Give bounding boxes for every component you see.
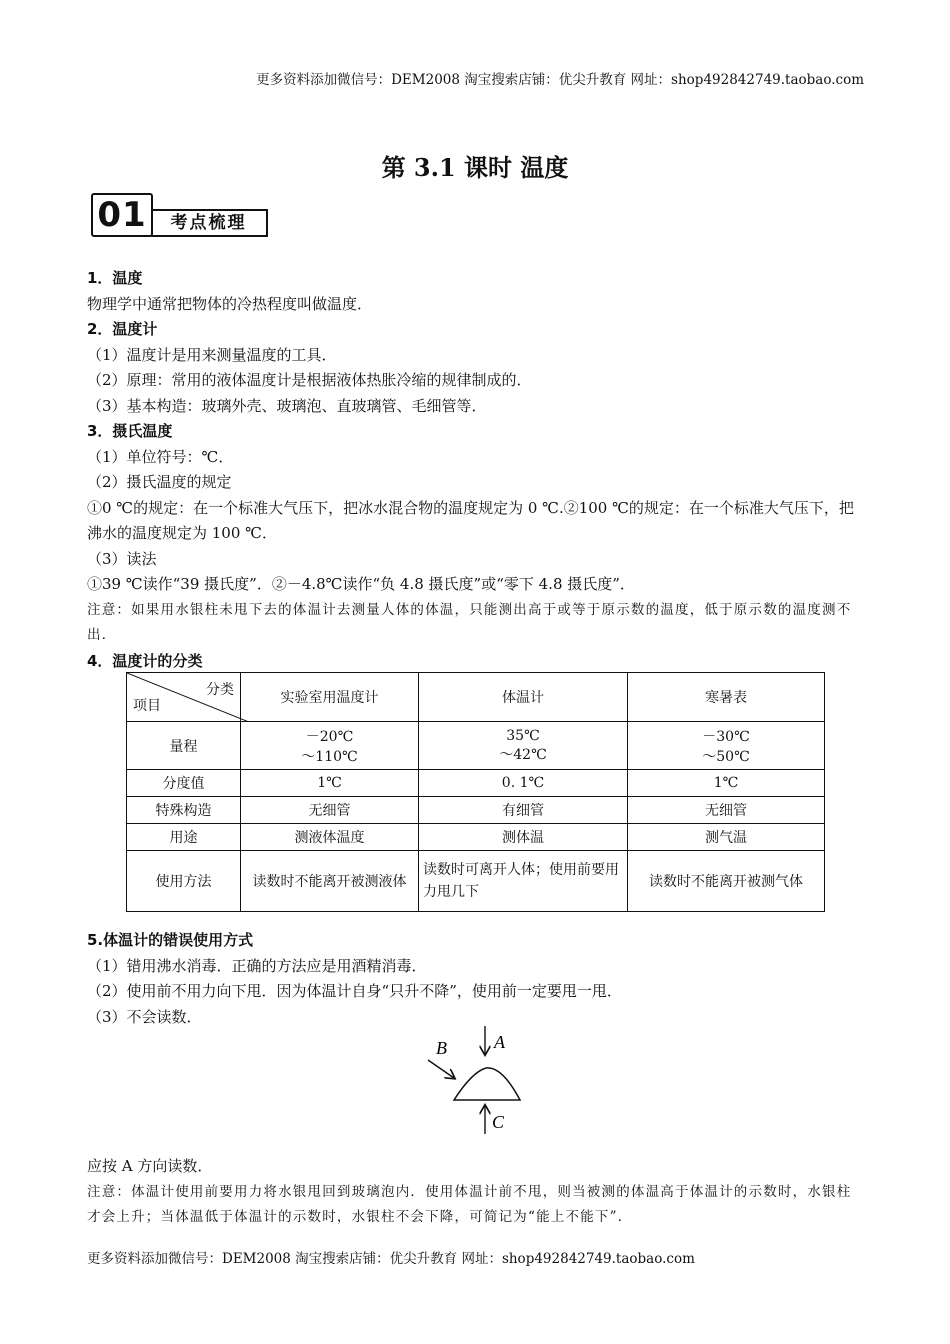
badge-number: 01	[91, 193, 153, 237]
page-footer: 更多资料添加微信号：DEM2008 淘宝搜索店铺：优尖升教育 网址：shop492842749.taobao.com	[87, 1251, 695, 1267]
range-min: －20℃	[305, 728, 354, 745]
column-header: 寒暑表	[628, 673, 825, 722]
s3-read-text: ①39 ℃读作“39 摄氏度”．②－4.8℃读作“负 4.8 摄氏度”或“零下 4.8 摄氏度”．	[87, 575, 635, 593]
s5-note: 注意：体温计使用前要用力将水银甩回到玻璃泡内．使用体温计前不甩，则当被测的体温高于体温计的示数时，水银柱才会上升；当体温低于体温计的示数时，水银柱不会下降，可简记为“能上不能下”．	[87, 1183, 852, 1225]
badge-label: 考点梳理	[151, 209, 268, 237]
section-badge	[91, 193, 271, 237]
range-min: 35℃	[506, 727, 540, 744]
row-label: 分度值	[127, 770, 241, 797]
corner-bottom-label: 项目	[133, 698, 161, 714]
arrow-b	[428, 1060, 454, 1078]
s1-heading: 1．温度	[87, 269, 143, 287]
s5-item: （2）使用前不用力向下甩．因为体温计自身“只升不降”，使用前一定要甩一甩．	[87, 982, 622, 1000]
s5-item: （3）不会读数．	[87, 1007, 202, 1026]
s4-heading: 4．温度计的分类	[87, 651, 203, 670]
row-label: 使用方法	[127, 851, 241, 912]
row-label: 特殊构造	[127, 797, 241, 824]
s3-note: 注意：如果用水银柱未甩下去的体温计去测量人体的体温，只能测出高于或等于原示数的温度，低于原示数的温度测不出．	[87, 601, 852, 643]
use-cell: 测体温	[419, 824, 628, 851]
s2-item: （3）基本构造：玻璃外壳、玻璃泡、直玻璃管、毛细管等．	[87, 396, 487, 415]
s2-heading: 2．温度计	[87, 320, 158, 338]
table-corner	[127, 673, 241, 722]
range-min: －30℃	[702, 728, 750, 745]
division-cell: 1℃	[241, 770, 419, 797]
s5-heading: 5.体温计的错误使用方式	[87, 931, 254, 949]
page-title: 第 3.1 课时 温度	[381, 153, 569, 182]
range-cell	[628, 722, 825, 770]
s3-rule-title: （2）摄氏温度的规定	[87, 473, 232, 491]
range-max: ～110℃	[301, 748, 358, 765]
method-cell: 读数时不能离开被测气体	[628, 851, 825, 912]
structure-cell: 有细管	[419, 797, 628, 824]
range-cell	[419, 722, 628, 770]
content-section5	[87, 928, 865, 1030]
s2-item: （2）原理：常用的液体温度计是根据液体热胀冷缩的规律制成的．	[87, 371, 532, 389]
column-header: 体温计	[419, 673, 628, 722]
range-max: ～50℃	[702, 748, 750, 765]
division-cell: 0. 1℃	[419, 770, 628, 797]
use-cell: 测气温	[628, 824, 825, 851]
s2-item: （1）温度计是用来测量温度的工具．	[87, 345, 337, 364]
s5-answer: 应按 A 方向读数．	[87, 1157, 213, 1175]
meniscus-shape	[454, 1068, 520, 1100]
s5-item: （1）错用沸水消毒．正确的方法应是用酒精消毒．	[87, 956, 427, 975]
thermometer-table	[126, 672, 825, 912]
method-cell: 读数时可离开人体；使用前要用力甩几下	[419, 851, 628, 912]
s3-heading: 3．摄氏温度	[87, 422, 173, 440]
row-label: 用途	[127, 824, 241, 851]
content-top	[87, 266, 865, 674]
row-label: 量程	[127, 722, 241, 770]
s3-rule-text: ①0 ℃的规定：在一个标准大气压下，把冰水混合物的温度规定为 0 ℃.②100 ℃的规定：在一个标准大气压下，把沸水的温度规定为 100 ℃．	[87, 498, 854, 542]
range-max: ～42℃	[499, 746, 547, 763]
page-header: 更多资料添加微信号：DEM2008 淘宝搜索店铺：优尖升教育 网址：shop492842749.taobao.com	[256, 72, 864, 88]
structure-cell: 无细管	[628, 797, 825, 824]
division-cell: 1℃	[628, 770, 825, 797]
structure-cell: 无细管	[241, 797, 419, 824]
s3-unit: （1）单位符号：℃．	[87, 447, 234, 466]
label-c: C	[492, 1112, 505, 1132]
use-cell: 测液体温度	[241, 824, 419, 851]
content-bottom	[87, 1154, 865, 1231]
range-cell	[241, 722, 419, 770]
reading-direction-figure	[420, 1020, 530, 1140]
corner-top-label: 分类	[206, 682, 234, 698]
method-cell: 读数时不能离开被测液体	[241, 851, 419, 912]
column-header: 实验室用温度计	[241, 673, 419, 722]
label-b: B	[436, 1038, 447, 1058]
label-a: A	[494, 1032, 505, 1052]
s1-text: 物理学中通常把物体的冷热程度叫做温度．	[87, 294, 373, 313]
s3-read-title: （3）读法	[87, 549, 157, 568]
